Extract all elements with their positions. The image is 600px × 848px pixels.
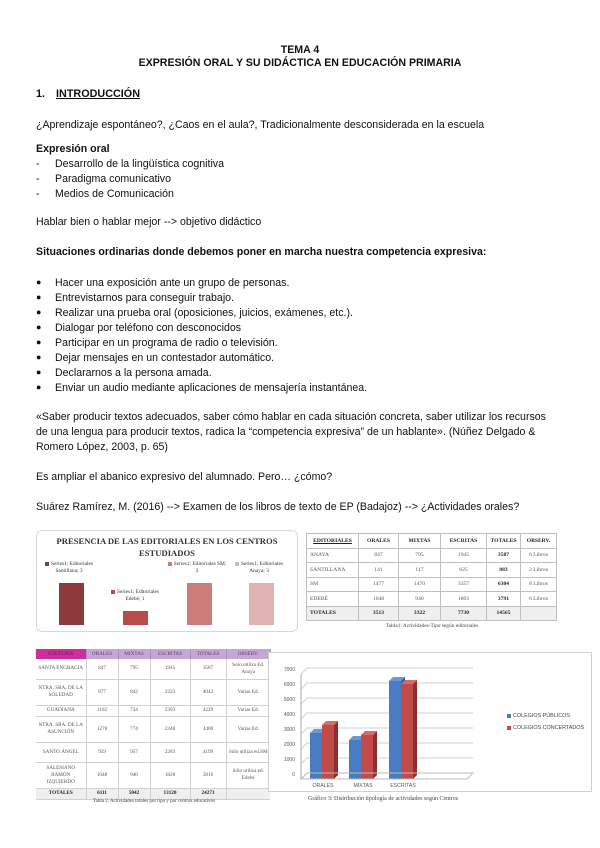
- bar-edebe: [123, 611, 148, 625]
- table-row: NTRA. SRA. DE LA SOLEDAD 877 842 2323 4042 Varias Ed.: [36, 679, 270, 705]
- table-header-row: EDITORIALES ORALES MIXTAS ESCRITAS TOTALES OBSERV.: [307, 534, 557, 549]
- table-row: NTRA. SRA. DE LA ASUNCIÓN 1278 774 2348 4400 Varias Ed.: [36, 716, 270, 742]
- ampliar-line: Es ampliar el abanico expresivo del alumnado. Pero… ¿cómo?: [36, 471, 333, 483]
- table-row: SANTILLANA 141 117 625 883 2 Libros: [307, 563, 557, 578]
- y-tick: 1000: [283, 757, 295, 763]
- chart3-caption: Gráfico 3: Distribución tipología de actividades según Centros: [308, 796, 459, 802]
- intro-line: ¿Aprendizaje espontáneo?, ¿Caos en el aula?, Tradicionalmente desconsiderada en la escuela: [36, 119, 485, 131]
- bar-santillana: [59, 583, 84, 625]
- y-tick: 0: [292, 772, 295, 778]
- quote-line-1: «Saber producir textos adecuados, saber cómo hablar en cada situación concreta, saber utilizar los recursos: [36, 411, 546, 423]
- data-label: Series1; Editoriales Anaya; 3: [229, 561, 289, 575]
- x-label: ORALES: [312, 783, 334, 789]
- x-label: MIXTAS: [353, 783, 373, 789]
- table-row: ANAYA 847 795 1945 3587 6 Libros: [307, 548, 557, 563]
- expresion-oral-heading: Expresión oral: [36, 143, 110, 155]
- y-tick: 4000: [283, 712, 295, 718]
- legend-swatch-icon: [507, 714, 511, 718]
- y-tick: 6000: [283, 682, 295, 688]
- x-label: ESCRITAS: [390, 783, 416, 789]
- situaciones-heading: Situaciones ordinarias donde debemos poner en marcha nuestra competencia expresiva:: [36, 246, 487, 258]
- editoriales-table: [306, 533, 557, 621]
- table1-caption: Tabla1: Actividades-Tipo según editoriales: [385, 623, 479, 629]
- table-row: SANTA ENGRACIA 847 795 1945 3587 Solo utiliza Ed. Anaya: [36, 659, 270, 679]
- table-row: SM 1477 1470 3357 6304 8 Libros: [307, 577, 557, 592]
- colegios-table: [36, 649, 271, 800]
- editoriales-chart: [36, 530, 298, 632]
- bar-sm: [187, 583, 212, 625]
- table-row: EDEBÉ 1048 940 1803 3791 6 Libros: [307, 592, 557, 607]
- data-label: Series1; Editoriales Santillana; 3: [39, 561, 99, 575]
- legend-item: COLEGIOS PÚBLICOS: [507, 713, 570, 719]
- y-tick: 3000: [283, 727, 295, 733]
- actividades-chart: [268, 652, 592, 792]
- y-tick: 7000: [283, 667, 295, 673]
- y-tick: 2000: [283, 742, 295, 748]
- legend-swatch-icon: [507, 726, 511, 730]
- data-label: Series1; Editoriales SM; 3: [167, 561, 227, 575]
- quote-line-2: de una lengua para producir textos, radica la “competencia expresiva” de un hablante». (Núñez Delgado &: [36, 426, 536, 438]
- tema-label: TEMA 4: [280, 44, 320, 56]
- table-totals-row: TOTALES 3513 3322 7730 14565: [307, 606, 557, 621]
- chart-title: PRESENCIA DE LAS EDITORIALES EN LOS CENTROS ESTUDIADOS: [56, 536, 278, 558]
- document-title: EXPRESIÓN ORAL Y SU DIDÁCTICA EN EDUCACIÓN PRIMARIA: [138, 57, 462, 69]
- section-title: INTRODUCCIÓN: [56, 88, 140, 100]
- suarez-line: Suárez Ramírez, M. (2016) --> Examen de los libros de texto de EP (Badajoz) --> ¿Actividades orales?: [36, 501, 520, 513]
- table-row: SANTO ÁNGEL 959 957 2283 4199 Sólo utiliza ed.SM: [36, 742, 270, 762]
- objetivo-line: Hablar bien o hablar mejor --> objetivo didáctico: [36, 216, 262, 228]
- y-tick: 5000: [283, 697, 295, 703]
- table-header-row: COLEGIOS ORALES MIXTAS ESCRITAS TOTALES OBSERV.: [36, 649, 270, 659]
- chart-plot: [269, 653, 593, 793]
- legend-item: COLEGIOS CONCERTADOS: [507, 725, 584, 731]
- data-label: Series1; Editoriales Edebé; 1: [105, 589, 165, 603]
- table-totals-row: TOTALES 6111 5042 13120 24273: [36, 788, 270, 799]
- quote-line-3: Romero López, 2003, p. 65): [36, 441, 168, 453]
- bar-anaya: [249, 583, 274, 625]
- section-number: 1.: [36, 88, 46, 100]
- section-heading: [36, 88, 140, 100]
- table-row: SALESIANO RAMÓN IZQUIERDO 1048 940 1828 3816 Sólo utiliza ed. Edebé: [36, 762, 270, 788]
- table-row: GUADIANA 1102 734 2393 4229 Varias Ed.: [36, 705, 270, 716]
- table2-caption: Tabla 2. Actividades totales por tipo y por centros educativos: [92, 799, 216, 804]
